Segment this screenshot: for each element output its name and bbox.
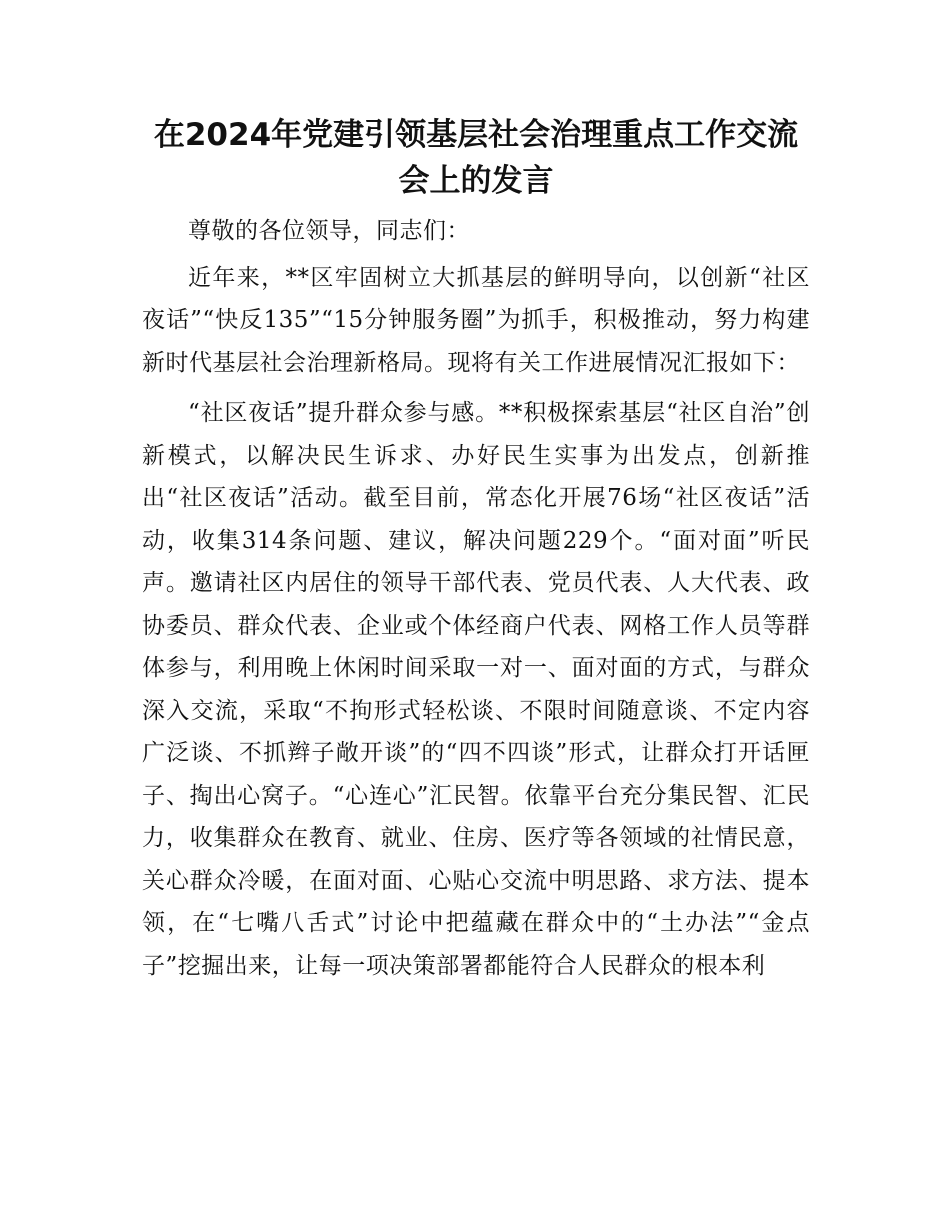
title-line-1: 在2024年党建引领基层社会治理重点工作交流 <box>153 117 799 153</box>
title-line-2: 会上的发言 <box>398 163 554 199</box>
paragraph-community-night-talk: “社区夜话”提升群众参与感。**积极探索基层“社区自治”创新模式，以解决民生诉求、办好民生实事为出发点，创新推出“社区夜话”活动。截至目前，常态化开展76场“社区夜话”活动，收集314条问题、建议，解决问题229个。“面对面”听民声。邀请社区内居住的领导干部代表、党员代表、人大代表、政协委员、群众代表、企业或个体经商户代表、网格工作人员等群体参与，利用晚上休闲时间采取一对一、面对面的方式，与群众深入交流，采取“不拘形式轻松谈、不限时间随意谈、不定内容广泛谈、不抓辫子敞开谈”的“四不四谈”形式，让群众打开话匣子、掏出心窝子。“心连心”汇民智。依靠平台充分集民智、汇民力，收集群众在教育、就业、住房、医疗等各领域的社情民意，关心群众冷暖，在面对面、心贴心交流中明思路、求方法、提本领，在“七嘴八舌式”讨论中把蕴藏在群众中的“土办法”“金点子”挖掘出来，让每一项决策部署都能符合人民群众的根本利 <box>142 400 810 979</box>
document-page <box>142 112 810 987</box>
document-title <box>142 112 810 204</box>
paragraph-intro: 近年来，**区牢固树立大抓基层的鲜明导向，以创新“社区夜话”“快反135”“15分钟服务圈”为抓手，积极推动，努力构建新时代基层社会治理新格局。现将有关工作进展情况汇报如下： <box>142 264 810 376</box>
greeting: 尊敬的各位领导，同志们： <box>188 218 470 244</box>
